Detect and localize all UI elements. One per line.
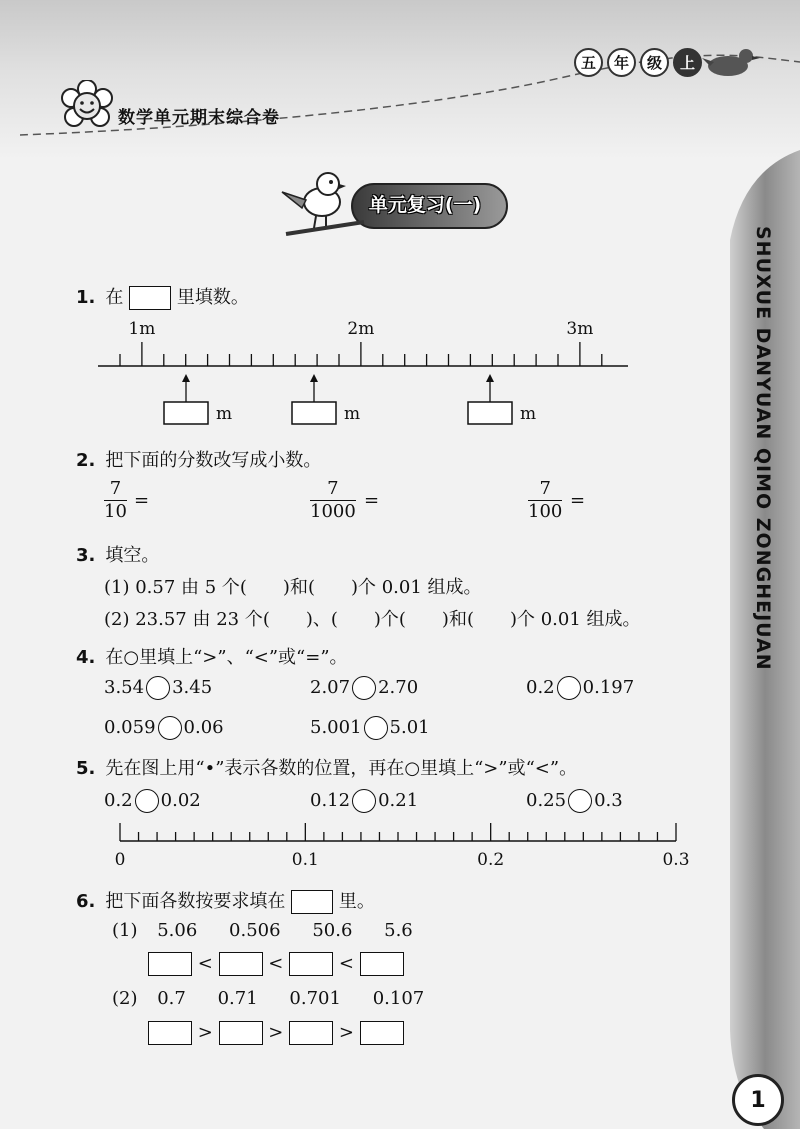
- question-5: [76, 754, 577, 780]
- sign: >: [338, 1022, 354, 1043]
- question-2: [76, 446, 321, 472]
- compare-circle[interactable]: [568, 789, 592, 813]
- answer-box[interactable]: [219, 952, 263, 976]
- sign: >: [197, 1022, 213, 1043]
- fraction: [528, 478, 562, 523]
- number: 0.059: [104, 717, 156, 738]
- number: 2.07: [310, 677, 351, 698]
- question-6: [76, 887, 375, 914]
- number: 0.3: [594, 790, 623, 811]
- question-text: 填空。: [105, 545, 160, 566]
- equals-sign: =: [570, 490, 586, 511]
- question-text: 把下面各数按要求填在: [105, 891, 286, 912]
- number: 2.70: [378, 677, 419, 698]
- grade-badge: 五: [574, 48, 603, 77]
- answer-box[interactable]: [360, 952, 404, 976]
- question-number: 3.: [76, 545, 96, 566]
- number: 0.06: [183, 717, 224, 738]
- question-number: 2.: [76, 450, 96, 471]
- fill-blank-item: (2) 23.57 由 23 个( )、( )个( )和( )个 0.01 组成。: [104, 609, 641, 630]
- sign: <: [197, 953, 213, 974]
- answer-box[interactable]: [289, 1021, 333, 1045]
- compare-item: [104, 716, 224, 740]
- question-3: [76, 541, 159, 567]
- answer-box: [292, 402, 336, 424]
- fraction-numerator: 7: [310, 478, 356, 501]
- number: 5.01: [389, 717, 430, 738]
- compare-circle[interactable]: [146, 676, 170, 700]
- number: 0.2: [526, 677, 555, 698]
- unit-label: m: [520, 404, 537, 424]
- arrow-head: [486, 374, 494, 382]
- number: 3.54: [104, 677, 145, 698]
- number: 5.001: [310, 717, 362, 738]
- part-label: (2): [112, 988, 138, 1009]
- answer-box[interactable]: [129, 286, 171, 310]
- ruler-label: 3m: [566, 319, 594, 339]
- number: 50.6: [312, 920, 353, 941]
- number: 0.21: [378, 790, 419, 811]
- number-line-label: 0: [114, 850, 126, 870]
- number: 0.02: [160, 790, 201, 811]
- fraction-denominator: 1000: [310, 501, 356, 522]
- fraction: [104, 478, 127, 523]
- fraction: [310, 478, 356, 523]
- order-numbers-2: [112, 988, 424, 1009]
- question-text: 先在图上用“•”表示各数的位置，再在○里填上“>”或“<”。: [105, 758, 578, 779]
- compare-circle[interactable]: [352, 789, 376, 813]
- compare-circle[interactable]: [364, 716, 388, 740]
- fraction-denominator: 100: [528, 501, 563, 522]
- order-boxes-2: [148, 1021, 404, 1045]
- duck-icon: [700, 44, 760, 84]
- ruler-label: 2m: [347, 319, 375, 339]
- unit-label: m: [216, 404, 233, 424]
- ruler-label: 1m: [128, 319, 156, 339]
- side-vertical-title: SHUXUE DANYUAN QIMO ZONGHEJUAN: [752, 226, 774, 671]
- number: 5.6: [384, 920, 413, 941]
- answer-box: [468, 402, 512, 424]
- compare-circle[interactable]: [158, 716, 182, 740]
- sign: >: [268, 1022, 284, 1043]
- question-1: [76, 283, 249, 310]
- number: 0.107: [372, 988, 425, 1009]
- fraction-numerator: 7: [528, 478, 562, 501]
- number: 0.197: [582, 677, 635, 698]
- grade-badges: [574, 48, 702, 77]
- flower-logo-icon: [60, 80, 114, 134]
- fraction-numerator: 7: [104, 478, 127, 501]
- decimal-number-line: [0, 815, 710, 875]
- grade-badge: 级: [640, 48, 669, 77]
- equals-sign: =: [134, 490, 150, 511]
- answer-box[interactable]: [148, 1021, 192, 1045]
- question-number: 1.: [76, 287, 96, 308]
- unit-label: m: [344, 404, 361, 424]
- compare-item: [104, 789, 201, 813]
- number: 3.45: [172, 677, 213, 698]
- compare-circle[interactable]: [135, 789, 159, 813]
- grade-badge: 年: [607, 48, 636, 77]
- question-4: [76, 643, 348, 669]
- fraction-denominator: 10: [104, 501, 127, 522]
- number: 0.71: [217, 988, 258, 1009]
- answer-box[interactable]: [360, 1021, 404, 1045]
- question-text: 在: [105, 287, 124, 308]
- answer-box: [291, 890, 333, 914]
- number-line-label: 0.3: [662, 850, 690, 870]
- question-number: 6.: [76, 891, 96, 912]
- number: 0.2: [104, 790, 133, 811]
- question-number: 4.: [76, 647, 96, 668]
- number: 0.12: [310, 790, 351, 811]
- sign: <: [338, 953, 354, 974]
- arrow-head: [310, 374, 318, 382]
- question-text: 里。: [338, 891, 375, 912]
- question-text: 里填数。: [176, 287, 249, 308]
- compare-item: [104, 676, 212, 700]
- number: 0.25: [526, 790, 567, 811]
- answer-box[interactable]: [148, 952, 192, 976]
- number-line-label: 0.2: [477, 850, 505, 870]
- answer-box[interactable]: [289, 952, 333, 976]
- compare-item: [310, 716, 430, 740]
- arrow-head: [182, 374, 190, 382]
- equals-sign: =: [364, 490, 380, 511]
- number: 0.701: [289, 988, 341, 1009]
- answer-box: [164, 402, 208, 424]
- number: 5.06: [157, 920, 198, 941]
- grade-badge: 上: [673, 48, 702, 77]
- compare-item: [526, 789, 623, 813]
- compare-item: [310, 676, 418, 700]
- sign: <: [268, 953, 284, 974]
- page-number: 1: [732, 1074, 784, 1126]
- compare-circle[interactable]: [352, 676, 376, 700]
- question-number: 5.: [76, 758, 96, 779]
- header-dashed-curve: [0, 0, 800, 160]
- compare-item: [526, 676, 634, 700]
- order-boxes-1: [148, 952, 404, 976]
- meter-ruler: [0, 310, 700, 440]
- compare-item: [310, 789, 418, 813]
- series-title: 数学单元期末综合卷: [118, 108, 280, 128]
- part-label: (1): [112, 920, 138, 941]
- order-numbers-1: [112, 920, 413, 941]
- unit-title: 单元复习(一): [368, 194, 482, 216]
- question-text: 在○里填上“>”、“<”或“=”。: [105, 647, 348, 668]
- fill-blank-item: (1) 0.57 由 5 个( )和( )个 0.01 组成。: [104, 577, 482, 598]
- compare-circle[interactable]: [557, 676, 581, 700]
- number: 0.506: [229, 920, 281, 941]
- number: 0.7: [157, 988, 186, 1009]
- answer-box[interactable]: [219, 1021, 263, 1045]
- number-line-label: 0.1: [291, 850, 319, 870]
- question-text: 把下面的分数改写成小数。: [105, 450, 322, 471]
